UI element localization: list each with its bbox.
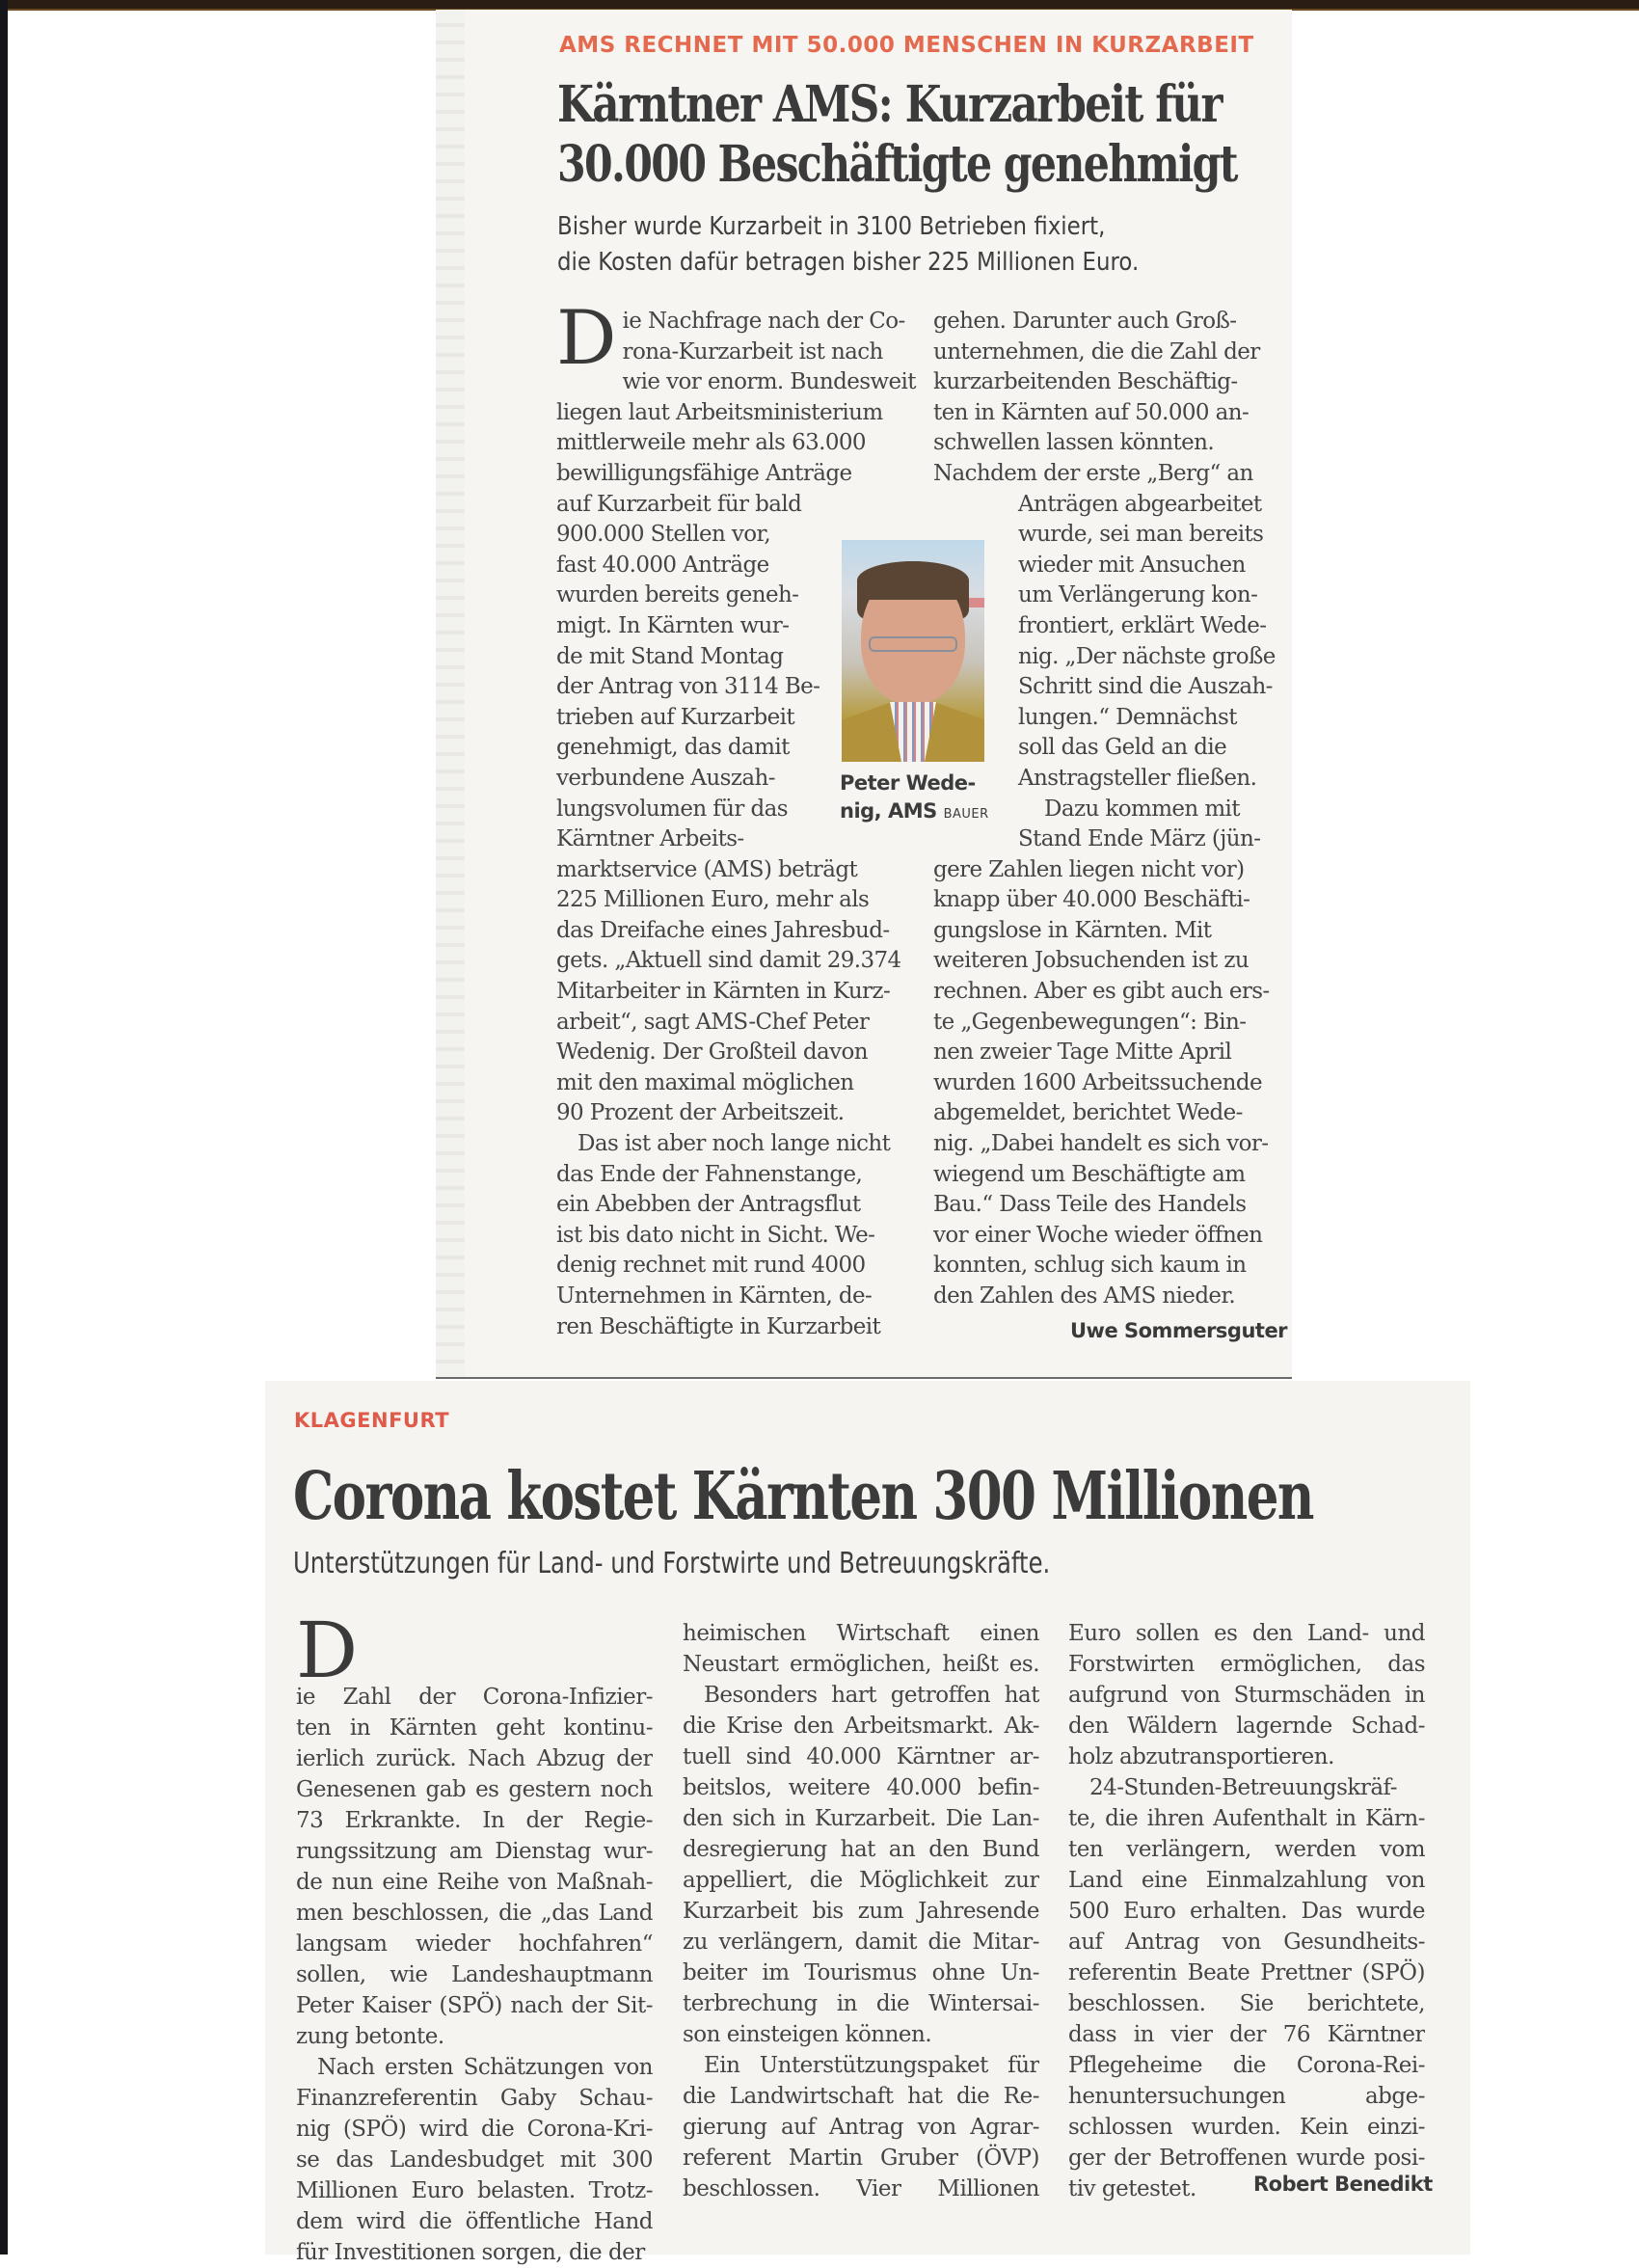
text-line: weiteren Jobsuchenden ist zu bbox=[933, 948, 1249, 974]
article2-column-2 bbox=[683, 1618, 1039, 2204]
text-line: nig. „Der nächste große bbox=[1018, 643, 1276, 669]
text-line: se das Landesbudget mit 300 bbox=[296, 2147, 653, 2173]
text-line: genehmigt, das damit bbox=[556, 735, 790, 761]
text-line: dem wird die öffentliche Hand bbox=[296, 2209, 653, 2234]
text-line: 24-Stunden-Betreuungskräf- bbox=[1089, 1775, 1398, 1800]
text-line: knapp über 40.000 Beschäfti- bbox=[933, 887, 1250, 913]
text-line: referent Martin Gruber (ÖVP) bbox=[683, 2146, 1039, 2171]
text-line: schlossen wurden. Kein einzi- bbox=[1068, 2115, 1425, 2140]
text-line: migt. In Kärnten wur- bbox=[556, 612, 790, 638]
article2-byline: Robert Benedikt bbox=[1253, 2173, 1433, 2196]
text-line: Forstwirten ermöglichen, das bbox=[1068, 1652, 1425, 1677]
text-line: 225 Millionen Euro, mehr als bbox=[556, 887, 870, 913]
text-line: 900.000 Stellen vor, bbox=[556, 522, 771, 548]
text-line: nen zweier Tage Mitte April bbox=[933, 1040, 1232, 1066]
text-line: Anträgen abgearbeitet bbox=[1018, 491, 1262, 517]
text-line: gets. „Aktuell sind damit 29.374 bbox=[556, 948, 901, 974]
text-line: mittlerweile mehr als 63.000 bbox=[556, 430, 866, 456]
text-line: den Zahlen des AMS nieder. bbox=[933, 1283, 1236, 1309]
text-line: aufgrund von Sturmschäden in bbox=[1068, 1683, 1425, 1708]
text-line: Land eine Einmalzahlung von bbox=[1068, 1868, 1425, 1893]
text-line: Anstragsteller fließen. bbox=[1018, 765, 1257, 791]
text-line: Kurzarbeit bis zum Jahresende bbox=[683, 1899, 1039, 1924]
article1-subhead-line2: die Kosten dafür betragen bisher 225 Millionen Euro. bbox=[557, 248, 1140, 277]
text-line: men beschlossen, die „das Land bbox=[296, 1901, 653, 1926]
text-line: tuell sind 40.000 Kärntner ar- bbox=[683, 1744, 1039, 1769]
text-line: gungslose in Kärnten. Mit bbox=[933, 917, 1212, 943]
text-line: te „Gegenbewegungen“: Bin- bbox=[933, 1009, 1247, 1035]
text-line: denig rechnet mit rund 4000 bbox=[556, 1253, 866, 1279]
text-line: rungssitzung am Dienstag wur- bbox=[296, 1839, 653, 1864]
text-line: Euro sollen es den Land- und bbox=[1068, 1621, 1425, 1646]
article2-subhead: Unterstützungen für Land- und Forstwirte und Betreuungskräfte. bbox=[293, 1547, 1051, 1580]
text-line: lungen.“ Demnächst bbox=[1018, 704, 1237, 730]
text-line: ierlich zurück. Nach Abzug der bbox=[296, 1746, 653, 1771]
text-line: Peter Kaiser (SPÖ) nach der Sit- bbox=[296, 1993, 653, 2018]
text-line: Dazu kommen mit bbox=[1044, 796, 1240, 822]
text-line: wurden 1600 Arbeitssuchende bbox=[933, 1069, 1263, 1095]
scan-border-left bbox=[0, 0, 8, 2254]
text-line: zung betonte. bbox=[296, 2024, 444, 2049]
text-line: Unternehmen in Kärnten, de- bbox=[556, 1283, 873, 1309]
text-line: desregierung hat an den Bund bbox=[683, 1837, 1039, 1862]
text-line: Finanzreferentin Gaby Schau- bbox=[296, 2086, 653, 2111]
text-line: den sich in Kurzarbeit. Die Lan- bbox=[683, 1806, 1039, 1831]
article1-byline: Uwe Sommersguter bbox=[1070, 1319, 1288, 1342]
text-line: fast 40.000 Anträge bbox=[556, 552, 769, 578]
text-line: frontiert, erklärt Wede- bbox=[1018, 612, 1267, 638]
text-line: arbeit“, sagt AMS-Chef Peter bbox=[556, 1009, 870, 1035]
text-line: verbundene Auszah- bbox=[556, 765, 775, 791]
text-line: appelliert, die Möglichkeit zur bbox=[683, 1868, 1039, 1893]
text-line: Nachdem der erste „Berg“ an bbox=[933, 460, 1253, 486]
text-line: trieben auf Kurzarbeit bbox=[556, 704, 795, 730]
article2-column-1 bbox=[296, 1606, 653, 2268]
text-line: für Investitionen sorgen, die der bbox=[296, 2240, 645, 2265]
text-line: nig (SPÖ) wird die Corona-Kri- bbox=[296, 2117, 653, 2142]
article1-kicker: AMS RECHNET MIT 50.000 MENSCHEN IN KURZARBEIT bbox=[559, 33, 1254, 58]
text-line: ger der Betroffenen wurde posi- bbox=[1068, 2146, 1425, 2171]
text-line: referentin Beate Prettner (SPÖ) bbox=[1068, 1960, 1425, 1985]
text-line: das Ende der Fahnenstange, bbox=[556, 1161, 863, 1187]
text-line: schwellen lassen könnten. bbox=[933, 430, 1215, 456]
text-line: gehen. Darunter auch Groß- bbox=[933, 309, 1237, 334]
photo-caption-line1: Peter Wede- bbox=[840, 771, 976, 795]
text-line: kurzarbeitenden Beschäftig- bbox=[933, 369, 1238, 395]
text-line: Mitarbeiter in Kärnten in Kurz- bbox=[556, 979, 891, 1005]
text-line: lungsvolumen für das bbox=[556, 796, 788, 822]
text-line: te, die ihren Aufenthalt in Kärn- bbox=[1068, 1806, 1425, 1831]
text-line: Schritt sind die Auszah- bbox=[1018, 674, 1273, 700]
text-line: sollen, wie Landeshauptmann bbox=[296, 1962, 653, 1987]
text-line: rechnen. Aber es gibt auch ers- bbox=[933, 979, 1270, 1005]
text-line: henuntersuchungen abge- bbox=[1068, 2084, 1425, 2109]
text-line: auf Kurzarbeit für bald bbox=[556, 491, 802, 517]
text-line: de mit Stand Montag bbox=[556, 643, 784, 669]
photo-caption bbox=[840, 770, 989, 828]
text-line: beschlossen. Sie berichtete, bbox=[1068, 1991, 1425, 2016]
photo-credit: BAUER bbox=[943, 807, 989, 822]
text-line: konnten, schlug sich kaum in bbox=[933, 1253, 1247, 1279]
text-line: ist bis dato nicht in Sicht. We- bbox=[556, 1222, 875, 1248]
text-line: heimischen Wirtschaft einen bbox=[683, 1621, 1039, 1646]
article2-column-3 bbox=[1068, 1618, 1425, 2204]
text-line: beschlossen. Vier Millionen bbox=[683, 2176, 1039, 2201]
text-line: Millionen Euro belasten. Trotz- bbox=[296, 2178, 653, 2203]
text-line: Genesenen gab es gestern noch bbox=[296, 1777, 653, 1802]
portrait-photo bbox=[842, 540, 984, 762]
article1-subhead-line1: Bisher wurde Kurzarbeit in 3100 Betrieben fixiert, bbox=[557, 212, 1106, 241]
text-line: son einsteigen können. bbox=[683, 2022, 932, 2047]
text-line: Bau.“ Dass Teile des Handels bbox=[933, 1192, 1247, 1218]
text-line: soll das Geld an die bbox=[1018, 735, 1227, 761]
text-line: Ein Unterstützungspaket für bbox=[704, 2053, 1039, 2078]
text-line: zu verlängern, damit die Mitar- bbox=[683, 1930, 1039, 1955]
text-line: ein Abebben der Antragsflut bbox=[556, 1192, 861, 1218]
text-line: Das ist aber noch lange nicht bbox=[578, 1131, 891, 1157]
text-line: um Verlängerung kon- bbox=[1018, 582, 1258, 608]
text-line: ie Nachfrage nach der Co- bbox=[622, 309, 905, 334]
text-line: der Antrag von 3114 Be- bbox=[556, 674, 820, 700]
text-line: vor einer Woche wieder öffnen bbox=[933, 1222, 1263, 1248]
text-line: ie Zahl der Corona-Infizier- bbox=[296, 1685, 653, 1710]
text-line: wurde, sei man bereits bbox=[1018, 522, 1264, 548]
text-line: de nun eine Reihe von Maßnah- bbox=[296, 1870, 653, 1895]
text-line: Besonders hart getroffen hat bbox=[704, 1683, 1039, 1708]
article1-bottom-rule bbox=[436, 1377, 1292, 1379]
text-line: wieder mit Ansuchen bbox=[1018, 552, 1246, 578]
text-line: abgemeldet, berichtet Wede- bbox=[933, 1100, 1243, 1126]
text-line: ten verlängern, werden vom bbox=[1068, 1837, 1425, 1862]
article1-headline-line2: 30.000 Beschäftigte genehmigt bbox=[557, 135, 1237, 194]
text-line: langsam wieder hochfahren“ bbox=[296, 1931, 653, 1957]
text-line: terbrechung in die Wintersai- bbox=[683, 1991, 1039, 2016]
text-line: Wedenig. Der Großteil davon bbox=[556, 1040, 868, 1066]
article1-dropcap: D bbox=[556, 295, 617, 382]
text-line: rona-Kurzarbeit ist nach bbox=[622, 338, 883, 364]
text-line: mit den maximal möglichen bbox=[556, 1069, 854, 1095]
photo-caption-line2: nig, AMS bbox=[840, 799, 937, 823]
text-line: Neustart ermöglichen, heißt es. bbox=[683, 1652, 1039, 1677]
article1-headline-line1: Kärntner AMS: Kurzarbeit für bbox=[557, 75, 1222, 134]
text-line: Kärntner Arbeits- bbox=[556, 826, 744, 852]
text-line: den Wäldern lagernde Schad- bbox=[1068, 1714, 1425, 1739]
scan-border-top bbox=[0, 0, 1639, 9]
text-line: beitslos, weitere 40.000 befin- bbox=[683, 1775, 1039, 1800]
text-line: nig. „Dabei handelt es sich vor- bbox=[933, 1131, 1269, 1157]
text-line: marktservice (AMS) beträgt bbox=[556, 856, 858, 882]
text-line: beiter im Tourismus ohne Un- bbox=[683, 1960, 1039, 1985]
text-line: wie vor enorm. Bundesweit bbox=[622, 369, 916, 395]
text-line: auf Antrag von Gesundheits- bbox=[1068, 1930, 1425, 1955]
text-line: das Dreifache eines Jahresbud- bbox=[556, 917, 890, 943]
text-line: Nach ersten Schätzungen von bbox=[317, 2055, 653, 2080]
text-line: 73 Erkrankte. In der Regie- bbox=[296, 1808, 653, 1833]
text-line: wiegend um Beschäftigte am bbox=[933, 1161, 1246, 1187]
text-line: 500 Euro erhalten. Das wurde bbox=[1068, 1899, 1425, 1924]
text-line: gere Zahlen liegen nicht vor) bbox=[933, 856, 1245, 882]
text-line: holz abzutransportieren. bbox=[1068, 1744, 1334, 1769]
text-line: unternehmen, die die Zahl der bbox=[933, 338, 1260, 364]
text-line: dass in vier der 76 Kärntner bbox=[1068, 2022, 1425, 2047]
text-line: tiv getestet. bbox=[1068, 2176, 1196, 2201]
text-line: die Landwirtschaft hat die Re- bbox=[683, 2084, 1039, 2109]
text-line: liegen laut Arbeitsministerium bbox=[556, 399, 883, 425]
text-line: gierung auf Antrag von Agrar- bbox=[683, 2115, 1039, 2140]
article2-headline: Corona kostet Kärnten 300 Millionen bbox=[293, 1458, 1313, 1535]
text-line: ten in Kärnten auf 50.000 an- bbox=[933, 399, 1249, 425]
text-line: 90 Prozent der Arbeitszeit. bbox=[556, 1100, 845, 1126]
text-line: bewilligungsfähige Anträge bbox=[556, 460, 852, 486]
article2-kicker: KLAGENFURT bbox=[294, 1409, 450, 1432]
text-line: ren Beschäftigte in Kurzarbeit bbox=[556, 1313, 881, 1339]
text-line: ten in Kärnten geht kontinu- bbox=[296, 1715, 653, 1741]
text-line: Pflegeheime die Corona-Rei- bbox=[1068, 2053, 1425, 2078]
text-line: wurden bereits geneh- bbox=[556, 582, 799, 608]
article2-dropcap: D bbox=[296, 1606, 359, 1695]
text-line: die Krise den Arbeitsmarkt. Ak- bbox=[683, 1714, 1039, 1739]
text-line: Stand Ende März (jün- bbox=[1018, 826, 1261, 852]
